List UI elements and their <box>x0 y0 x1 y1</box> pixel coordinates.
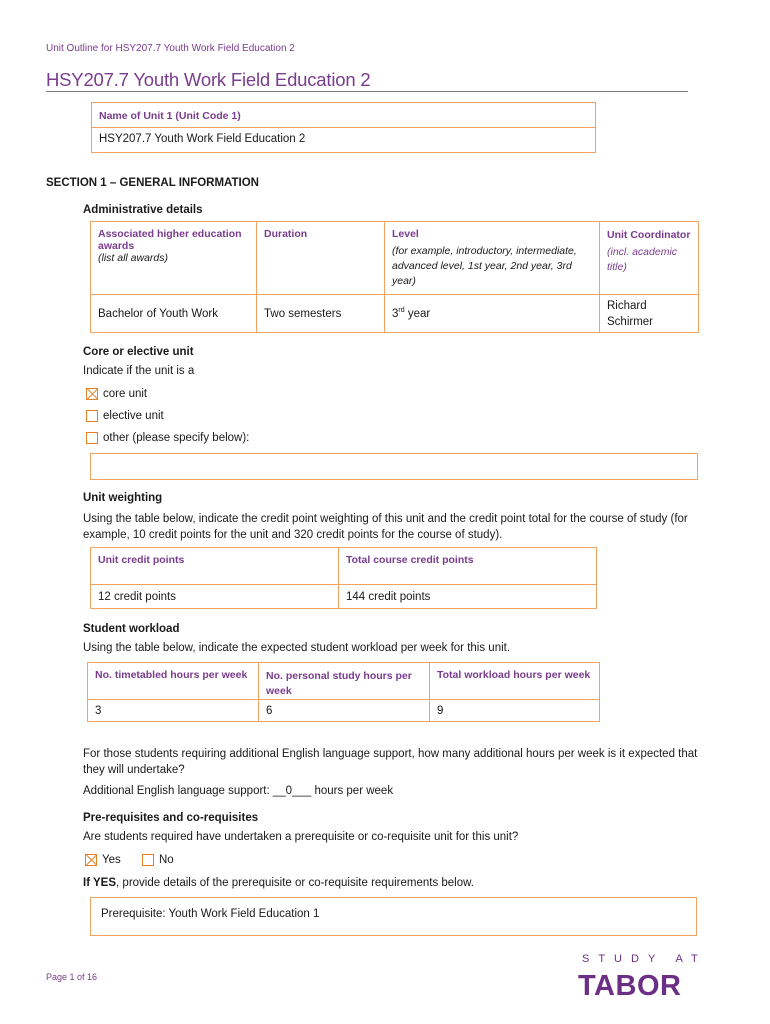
tabor-logo: TABOR <box>578 970 682 1002</box>
admin-level-value <box>385 295 600 333</box>
elective-unit-checkbox[interactable] <box>86 410 98 422</box>
weighting-total-head: Total course credit points <box>339 548 597 585</box>
workload-personal-value: 6 <box>259 700 430 722</box>
other-label: other (please specify below): <box>103 432 250 444</box>
admin-level-suffix: rd <box>398 307 405 315</box>
admin-coordinator-value: Richard Schirmer <box>600 295 699 333</box>
prereq-details-box[interactable] <box>90 897 697 936</box>
elective-unit-label: elective unit <box>103 410 164 422</box>
core-unit-checkbox[interactable] <box>86 388 98 400</box>
admin-col-level <box>385 222 600 295</box>
unit-name-label: Name of Unit 1 (Unit Code 1) <box>92 103 596 128</box>
core-heading: Core or elective unit <box>83 346 194 358</box>
admin-duration-value: Two semesters <box>257 295 385 333</box>
page-number: Page 1 of 16 <box>46 972 98 982</box>
weighting-table <box>90 547 597 609</box>
admin-col-level-title: Level <box>392 228 419 240</box>
workload-col-timetabled: No. timetabled hours per week <box>88 663 259 700</box>
admin-level-number: 3 <box>392 307 399 320</box>
prereq-ifyes <box>83 877 474 889</box>
unit-name-table <box>91 102 596 153</box>
admin-col-coordinator-sub: (incl. academic title) <box>607 246 678 273</box>
weighting-unit-head: Unit credit points <box>91 548 339 585</box>
prereq-ifyes-rest: , provide details of the prerequisite or co-requisite requirements below. <box>116 877 474 889</box>
core-unit-label: core unit <box>103 388 148 400</box>
workload-table <box>87 662 600 722</box>
admin-col-awards <box>91 222 257 295</box>
workload-heading: Student workload <box>83 623 180 635</box>
admin-heading: Administrative details <box>83 204 203 216</box>
english-question: For those students requiring additional English language support, how many additional hours per week is it expected that they will undertake? <box>83 748 698 776</box>
weighting-unit-value: 12 credit points <box>91 585 339 609</box>
prereq-no-checkbox[interactable] <box>142 854 154 866</box>
admin-award-value: Bachelor of Youth Work <box>91 295 257 333</box>
workload-total-value: 9 <box>430 700 600 722</box>
admin-col-awards-title: Associated higher education awards <box>98 228 242 252</box>
prereq-ifyes-bold: If YES <box>83 877 117 889</box>
admin-col-level-sub: (for example, introductory, intermediate, advanced level, 1st year, 2nd year, 3rd year) <box>392 245 577 287</box>
other-checkbox[interactable] <box>86 432 98 444</box>
study-at-text: STUDY AT <box>582 953 707 965</box>
weighting-total-value: 144 credit points <box>339 585 597 609</box>
workload-text: Using the table below, indicate the expected student workload per week for this unit. <box>83 642 511 654</box>
prereq-heading: Pre-requisites and co-requisites <box>83 812 259 824</box>
workload-col-personal: No. personal study hours per week <box>259 663 430 700</box>
admin-col-coordinator-title: Unit Coordinator <box>607 229 691 241</box>
section-heading: SECTION 1 – GENERAL INFORMATION <box>46 177 259 189</box>
english-answer: Additional English language support: __0___ hours per week <box>83 785 394 797</box>
core-prompt: Indicate if the unit is a <box>83 365 195 377</box>
other-specify-field[interactable] <box>90 453 698 480</box>
workload-col-total: Total workload hours per week <box>430 663 600 700</box>
admin-col-awards-sub: (list all awards) <box>98 252 169 264</box>
admin-level-unit: year <box>404 307 431 320</box>
unit-name-value: HSY207.7 Youth Work Field Education 2 <box>92 128 596 153</box>
admin-table <box>90 221 699 333</box>
admin-col-duration: Duration <box>257 222 385 295</box>
prereq-yes-label: Yes <box>102 854 121 866</box>
running-header: Unit Outline for HSY207.7 Youth Work Field Education 2 <box>46 43 295 54</box>
admin-col-coordinator <box>600 222 699 295</box>
page-title: HSY207.7 Youth Work Field Education 2 <box>46 69 371 90</box>
prereq-yes-checkbox[interactable] <box>85 854 97 866</box>
prereq-question: Are students required have undertaken a prerequisite or co-requisite unit for this unit? <box>83 831 519 843</box>
prereq-no-label: No <box>159 854 174 866</box>
title-divider <box>46 91 688 92</box>
weighting-heading: Unit weighting <box>83 492 163 504</box>
weighting-text: Using the table below, indicate the credit point weighting of this unit and the credit point total for the course of study (for example, 10 credit points for the unit and 320 credit points for the course of study). <box>83 513 688 541</box>
prereq-details-text: Prerequisite: Youth Work Field Education 1 <box>101 908 320 920</box>
workload-timetabled-value: 3 <box>88 700 259 722</box>
